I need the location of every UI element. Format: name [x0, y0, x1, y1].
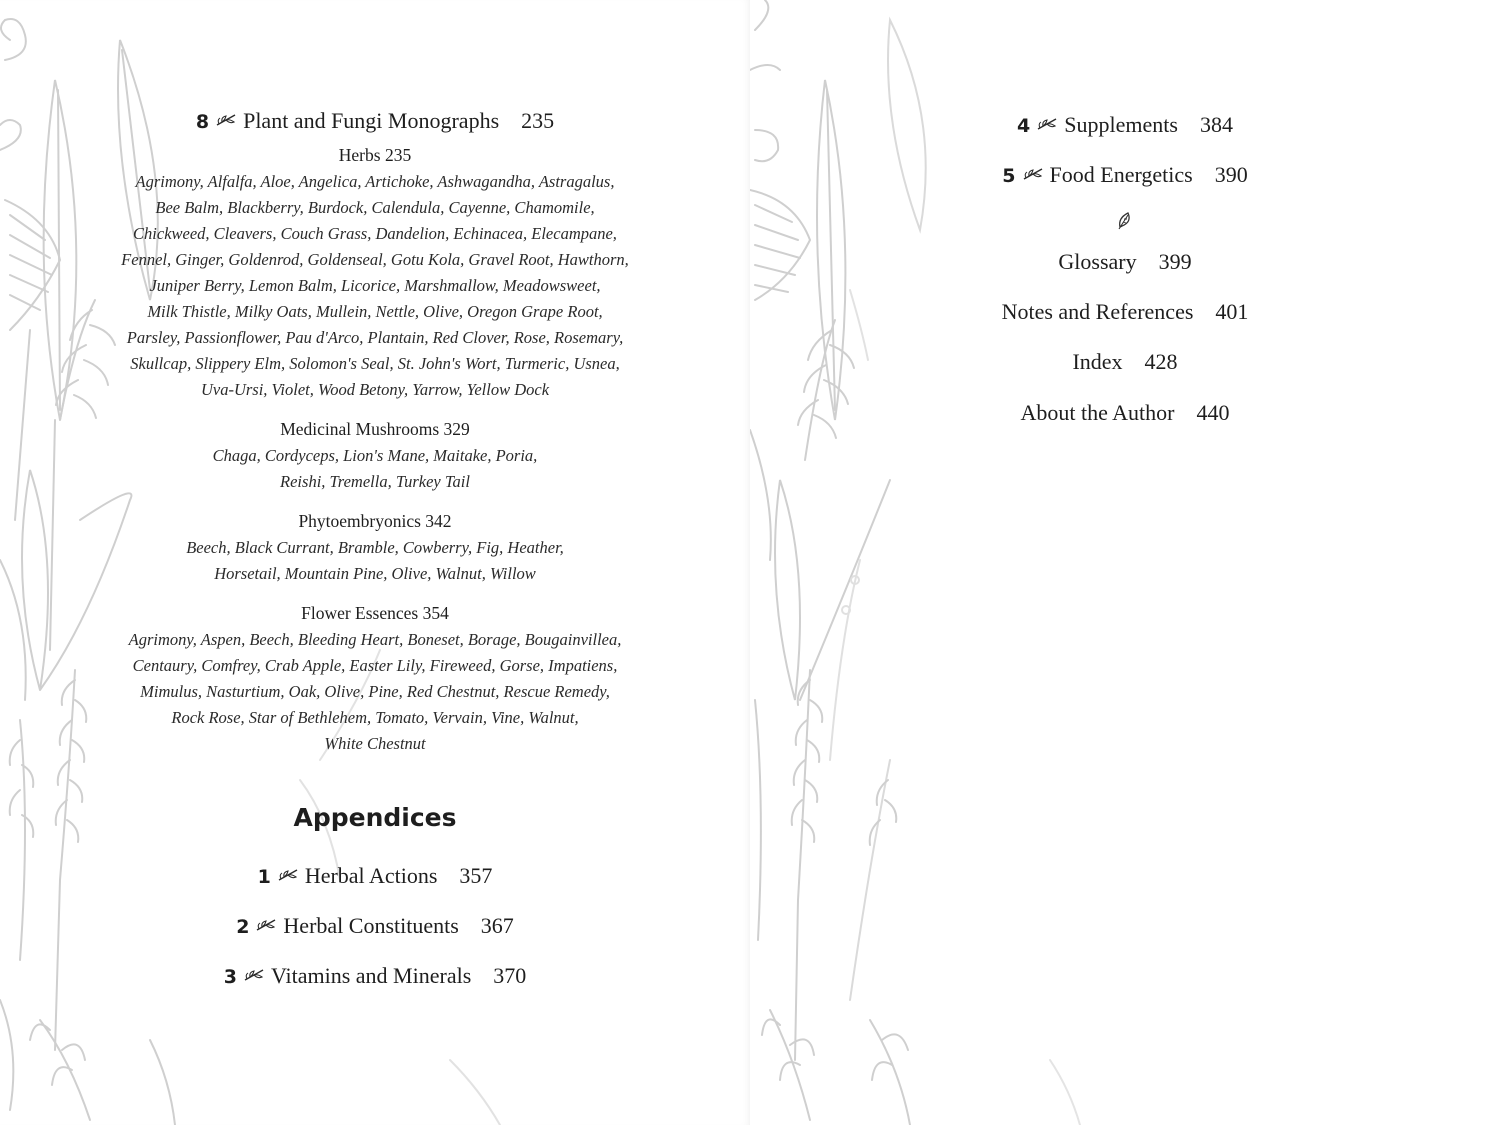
sprig-separator-icon — [255, 918, 277, 932]
toc-entry-appendix-1[interactable] — [0, 863, 750, 889]
chapter-number: 8 — [195, 111, 210, 133]
section-heading-phytoembryonics[interactable]: Phytoembryonics 342 — [298, 511, 452, 531]
appendix-page-number: 367 — [480, 913, 514, 938]
entry-title: About the Author — [1020, 400, 1175, 425]
list-line: Skullcap, Slippery Elm, Solomon's Seal, St. John's Wort, Turmeric, Usnea, — [130, 354, 620, 373]
phytoembryonics-list — [100, 535, 650, 587]
list-line: Juniper Berry, Lemon Balm, Licorice, Marshmallow, Meadowsweet, — [149, 276, 601, 295]
chapter-title: Plant and Fungi Monographs — [243, 108, 500, 133]
list-line: Parsley, Passionflower, Pau d'Arco, Plantain, Red Clover, Rose, Rosemary, — [126, 328, 624, 347]
entry-title: Glossary — [1058, 249, 1137, 274]
list-line: Rock Rose, Star of Bethlehem, Tomato, Vervain, Vine, Walnut, — [171, 708, 579, 727]
appendix-page-number: 384 — [1199, 112, 1233, 137]
list-line: Beech, Black Currant, Bramble, Cowberry, Fig, Heather, — [186, 538, 564, 557]
sprig-separator-icon — [1022, 167, 1044, 181]
entry-title: Notes and References — [1001, 299, 1194, 324]
mushrooms-list — [100, 443, 650, 495]
appendices-heading: Appendices — [293, 803, 457, 832]
list-line: Fennel, Ginger, Goldenrod, Goldenseal, Gotu Kola, Gravel Root, Hawthorn, — [121, 250, 629, 269]
toc-entry-appendix-3[interactable] — [0, 963, 750, 989]
herbs-list — [100, 169, 650, 403]
list-line: Mimulus, Nasturtium, Oak, Olive, Pine, Red Chestnut, Rescue Remedy, — [140, 682, 610, 701]
appendix-title: Supplements — [1064, 112, 1178, 137]
list-line: Chaga, Cordyceps, Lion's Mane, Maitake, Poria, — [212, 446, 538, 465]
list-line: Centaury, Comfrey, Crab Apple, Easter Lily, Fireweed, Gorse, Impatiens, — [132, 656, 618, 675]
appendix-title: Herbal Constituents — [283, 913, 459, 938]
appendix-number: 4 — [1017, 115, 1031, 137]
appendix-number: 5 — [1002, 165, 1016, 187]
appendix-number: 3 — [223, 966, 237, 988]
appendix-number: 2 — [236, 916, 250, 938]
section-heading-medicinal-mushrooms[interactable]: Medicinal Mushrooms 329 — [280, 419, 470, 439]
sprig-separator-icon — [215, 113, 237, 127]
right-page — [750, 0, 1500, 1125]
flower-essences-list — [100, 627, 650, 757]
list-line: Bee Balm, Blackberry, Burdock, Calendula, Cayenne, Chamomile, — [155, 198, 595, 217]
appendix-number: 1 — [257, 866, 271, 888]
list-line: White Chestnut — [324, 734, 426, 753]
toc-entry-index[interactable] — [750, 349, 1500, 375]
toc-entry-notes-and-references[interactable] — [750, 299, 1500, 325]
right-page-contents — [750, 0, 1500, 1125]
list-line: Horsetail, Mountain Pine, Olive, Walnut, Willow — [214, 564, 536, 583]
toc-entry-appendix-5[interactable] — [750, 162, 1500, 188]
list-line: Reishi, Tremella, Turkey Tail — [280, 472, 470, 491]
list-line: Uva-Ursi, Violet, Wood Betony, Yarrow, Yellow Dock — [200, 380, 550, 399]
appendix-title: Food Energetics — [1049, 162, 1193, 187]
list-line: Agrimony, Aspen, Beech, Bleeding Heart, Boneset, Borage, Bougainvillea, — [128, 630, 622, 649]
list-line: Chickweed, Cleavers, Couch Grass, Dandelion, Echinacea, Elecampane, — [133, 224, 617, 243]
appendix-page-number: 370 — [493, 963, 527, 988]
entry-page-number: 440 — [1196, 400, 1230, 425]
entry-page-number: 428 — [1144, 349, 1178, 374]
entry-page-number: 399 — [1158, 249, 1192, 274]
appendix-page-number: 357 — [459, 863, 493, 888]
list-line: Agrimony, Alfalfa, Aloe, Angelica, Artichoke, Ashwagandha, Astragalus, — [135, 172, 615, 191]
section-heading-flower-essences[interactable]: Flower Essences 354 — [301, 603, 449, 623]
leaf-divider-icon — [1116, 210, 1134, 230]
entry-title: Index — [1072, 349, 1123, 374]
sprig-separator-icon — [243, 968, 265, 982]
appendix-title: Herbal Actions — [304, 863, 438, 888]
sprig-separator-icon — [277, 868, 299, 882]
sprig-separator-icon — [1036, 117, 1058, 131]
toc-entry-appendix-2[interactable] — [0, 913, 750, 939]
entry-page-number: 401 — [1215, 299, 1249, 324]
toc-entry-appendix-4[interactable] — [750, 112, 1500, 138]
section-heading-herbs[interactable]: Herbs 235 — [338, 145, 412, 165]
toc-entry-about-the-author[interactable] — [750, 400, 1500, 426]
appendix-title: Vitamins and Minerals — [270, 963, 472, 988]
list-line: Milk Thistle, Milky Oats, Mullein, Nettle, Olive, Oregon Grape Root, — [147, 302, 603, 321]
toc-entry-glossary[interactable] — [750, 249, 1500, 275]
toc-entry-chapter-8[interactable] — [0, 108, 750, 134]
appendix-page-number: 390 — [1214, 162, 1248, 187]
chapter-page-number: 235 — [521, 108, 555, 133]
